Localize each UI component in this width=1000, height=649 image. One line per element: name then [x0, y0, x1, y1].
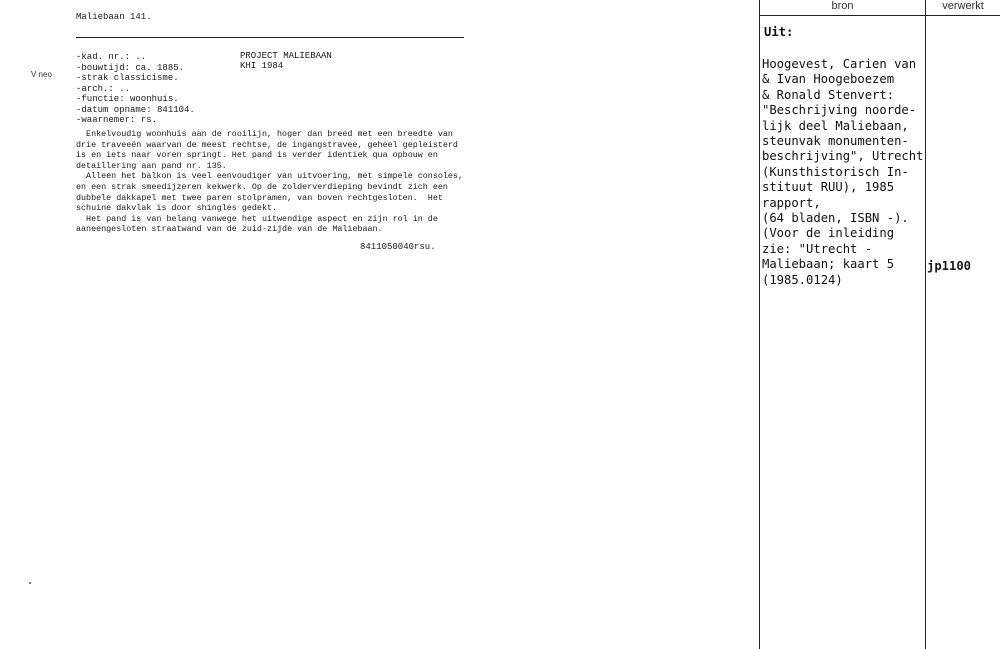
panel-header-line: [759, 15, 1000, 16]
field-line: -kad. nr.: ..: [76, 52, 147, 62]
source-line: & Ronald Stenvert:: [762, 87, 895, 102]
margin-note: V neo: [31, 70, 52, 79]
reference-code: 8411050040rsu.: [360, 242, 436, 252]
description-line: detaillering aan pand nr. 135.: [76, 160, 227, 171]
source-line: steunvak monumenten-: [762, 134, 909, 149]
source-title: Uit:: [764, 25, 794, 39]
source-line: (Voor de inleiding: [762, 226, 895, 241]
panel-left-border: [759, 0, 760, 649]
source-line: & Ivan Hoogeboezem: [762, 72, 895, 87]
description-line: is en iets naar voren springt. Het pand is verder identiek qua opbouw en: [76, 150, 438, 161]
description-line: drie traveeën waarvan de meest rechtse, de ingangstravee, geheel gepleisterd: [76, 139, 458, 150]
source-line: beschrijving", Utrecht: [762, 149, 924, 164]
source-line: Hoogevest, Carien van: [762, 57, 917, 71]
description-line: Enkelvoudig woonhuis aan de rooilijn, hoger dan breed met een breedte van: [76, 129, 453, 139]
panel-divider: [925, 0, 926, 649]
source-line: (64 bladen, ISBN -).: [762, 211, 909, 226]
project-title: PROJECT MALIEBAAN: [240, 51, 332, 61]
card-heading: Maliebaan 141.: [76, 12, 152, 22]
description-line: aaneengesloten straatwand van de zuid-zijde van de Maliebaan.: [76, 224, 383, 235]
card-divider: [76, 37, 464, 38]
source-line: lijk deel Maliebaan,: [762, 118, 909, 133]
description-line: Het pand is van belang vanwege het uitwendige aspect en zijn rol in de: [76, 213, 438, 224]
processed-code: jp1100: [927, 259, 972, 273]
field-line: -functie: woonhuis.: [76, 94, 179, 104]
description-line: schuine dakvlak is door shingles gedekt.: [76, 203, 278, 214]
field-line: -bouwtijd: ca. 1885.: [76, 62, 185, 73]
card-fields: [76, 52, 195, 126]
field-line: -datum opname: 841104.: [76, 104, 195, 115]
project-subtitle: KHI 1984: [240, 61, 284, 71]
description-line: dubbele dakkapel met twee paren stolpramen, van boven rechtgesloten. Het: [76, 192, 443, 203]
description-line: en een strak smeedijzeren kekwerk. Op de zolderverdieping bevindt zich een: [76, 181, 448, 192]
field-line: -waarnemer: rs.: [76, 115, 158, 125]
source-line: Maliebaan; kaart 5: [762, 257, 895, 272]
description-line: Alleen het balkon is veel eenvoudiger van uitvoering, met simpele consoles,: [76, 171, 463, 182]
source-line: (1985.0124): [762, 272, 843, 287]
source-line: stituut RUU), 1985: [762, 180, 895, 195]
column-header-bron: bron: [831, 0, 854, 12]
card-description: [76, 129, 463, 235]
source-line: zie: "Utrecht -: [762, 241, 873, 256]
field-line: -strak classicisme.: [76, 73, 179, 83]
column-header-verwerkt: verwerkt: [942, 0, 984, 12]
field-line: -arch.: ..: [76, 83, 131, 94]
source-line: "Beschrijving noorde-: [762, 103, 917, 118]
source-line: (Kunsthistorisch In-: [762, 164, 909, 179]
stray-mark: [29, 582, 31, 584]
source-citation: [762, 57, 923, 288]
source-line: rapport,: [762, 195, 821, 210]
